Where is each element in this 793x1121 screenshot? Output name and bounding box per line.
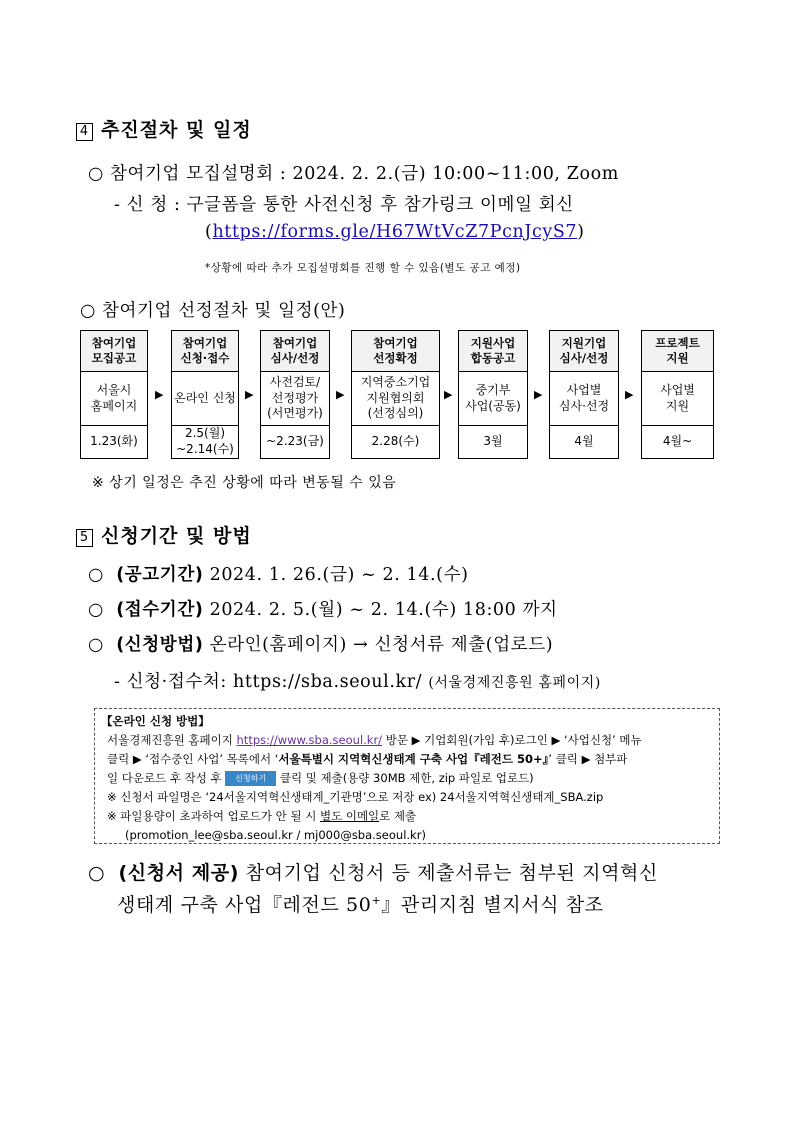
section-5-number: 5 xyxy=(76,529,93,547)
flow-arrow-icon: ▶ xyxy=(444,388,453,401)
receipt-period-value: 2024. 2. 5.(월) ~ 2. 14.(수) 18:00 까지 xyxy=(209,600,558,620)
flow-step-desc: 사업별 지원 xyxy=(641,372,714,426)
notice-period-label: (공고기간) xyxy=(116,565,204,585)
flow-arrow-icon: ▶ xyxy=(336,388,345,401)
section-4-number: 4 xyxy=(76,123,93,141)
flow-step-7 xyxy=(641,330,714,459)
section-5-heading xyxy=(76,521,252,548)
receipt-period-label: (접수기간) xyxy=(116,600,204,620)
online-box-line-6-emails: (promotion_lee@sba.seoul.kr / mj000@sba.seoul.kr) xyxy=(125,828,426,842)
flow-step-date: 3월 xyxy=(458,426,528,459)
superscript-plus: + xyxy=(371,894,382,907)
google-form-link[interactable]: https://forms.gle/H67WtVcZ7PcnJcyS7 xyxy=(212,222,578,242)
flow-step-date: 4월 xyxy=(549,426,619,459)
flow-step-date: 2.5(월) ~2.14(수) xyxy=(171,426,239,459)
l2-text-b: ’ 클릭 ▶ 첨부파 xyxy=(548,752,628,766)
flow-step-desc: 지역중소기업 지원협의회 (선정심의) xyxy=(351,372,440,426)
bullet-circle: ○ xyxy=(88,600,117,620)
flow-step-title: 지원기업 심사/선정 xyxy=(549,330,619,372)
flow-step-title: 프로젝트 지원 xyxy=(641,330,714,372)
form-provision-value-2a: 생태계 구축 사업『레전드 50 xyxy=(117,894,372,916)
flow-arrow-icon: ▶ xyxy=(534,388,543,401)
section-5-title: 신청기간 및 방법 xyxy=(101,525,252,547)
flow-step-desc: 서울시 홈페이지 xyxy=(80,372,148,426)
paren-open: ( xyxy=(205,222,213,242)
flow-step-title: 참여기업 모집공고 xyxy=(80,330,148,372)
form-provision-value-2b: 』관리지침 별지서식 참조 xyxy=(381,894,604,916)
method-value: 온라인(홈페이지) → 신청서류 제출(업로드) xyxy=(209,635,554,655)
online-box-line-1 xyxy=(101,731,713,750)
notice-period-value: 2024. 1. 26.(금) ~ 2. 14.(수) xyxy=(209,565,469,585)
flow-step-6 xyxy=(549,330,619,459)
receipt-place-line xyxy=(114,668,601,693)
l5-separate-email: 별도 이메일 xyxy=(319,809,380,823)
schedule-title: ○ 참여기업 선정절차 및 일정(안) xyxy=(80,301,346,321)
l3-text-a: 일 다운로드 후 작성 후 xyxy=(107,771,226,785)
flow-step-desc: 사전검토/ 선정평가 (서면평가) xyxy=(260,372,330,426)
l1-text-b: 방문 ▶ 기업회원(가입 후)로그인 ▶ ‘사업신청’ 메뉴 xyxy=(382,733,642,747)
form-provision-line-1 xyxy=(88,858,658,885)
paren-close: ) xyxy=(577,222,585,242)
l3-text-b: 클릭 및 제출(용량 30MB 제한, zip 파일로 업로드) xyxy=(276,771,534,785)
flow-step-date: 1.23(화) xyxy=(80,426,148,459)
flow-step-3 xyxy=(260,330,330,459)
bullet-circle: ○ xyxy=(88,862,119,884)
flow-step-5 xyxy=(458,330,528,459)
form-provision-line-2 xyxy=(117,890,604,917)
bullet-circle: ○ xyxy=(88,635,117,655)
flow-step-date: 2.28(수) xyxy=(351,426,440,459)
receipt-period-line xyxy=(88,596,558,621)
flow-step-date: 4월~ xyxy=(641,426,714,459)
apply-line: - 신 청 : 구글폼을 통한 사전신청 후 참가링크 이메일 회신 xyxy=(114,195,574,215)
receipt-place-label: - 신청·접수처: https://sba.seoul.kr/ xyxy=(114,672,423,692)
flow-step-2 xyxy=(171,330,239,459)
online-application-box xyxy=(94,708,720,844)
flow-step-title: 참여기업 심사/선정 xyxy=(260,330,330,372)
flow-step-desc: 사업별 심사·선정 xyxy=(549,372,619,426)
online-box-line-3 xyxy=(101,769,713,788)
form-provision-label: (신청서 제공) xyxy=(118,862,240,884)
flow-arrow-icon: ▶ xyxy=(155,388,164,401)
flow-arrow-icon: ▶ xyxy=(625,388,634,401)
online-box-line-4: ※ 신청서 파일명은 ‘24서울지역혁신생태계_기관명’으로 저장 ex) 24서울지역혁신생태계_SBA.zip xyxy=(107,790,604,804)
flow-step-title: 지원사업 합동공고 xyxy=(458,330,528,372)
briefing-note: *상황에 따라 추가 모집설명회를 진행 할 수 있음(별도 공고 예정) xyxy=(205,262,521,274)
method-line xyxy=(88,631,553,656)
l5-text-a: ※ 파일용량이 초과하여 업로드가 안 될 시 xyxy=(107,809,320,823)
notice-period-line xyxy=(88,561,469,586)
l2-text-a: 클릭 ▶ ‘접수중인 사업’ 목록에서 ‘ xyxy=(107,752,279,766)
online-box-line-5 xyxy=(101,807,713,826)
l5-text-b: 로 제출 xyxy=(379,809,417,823)
form-provision-value-1: 참여기업 신청서 등 제출서류는 첨부된 지역혁신 xyxy=(239,862,658,884)
flow-step-date: ~2.23(금) xyxy=(260,426,330,459)
bullet-circle: ○ xyxy=(88,565,117,585)
section-4-title: 추진절차 및 일정 xyxy=(101,119,252,141)
flow-step-4 xyxy=(351,330,440,459)
flow-step-title: 참여기업 선정확정 xyxy=(351,330,440,372)
briefing-line: ○ 참여기업 모집설명회 : 2024. 2. 2.(금) 10:00~11:00, Zoom xyxy=(88,164,619,184)
l1-text-a: 서울경제진흥원 홈페이지 xyxy=(107,733,237,747)
flow-step-desc: 온라인 신청 xyxy=(171,372,239,426)
l2-program-name: 서울특별시 지역혁신생태계 구축 사업『레전드 50+』 xyxy=(278,752,549,766)
section-4-heading xyxy=(76,115,252,142)
flow-arrow-icon: ▶ xyxy=(245,388,254,401)
apply-button[interactable]: 신청하기 xyxy=(225,771,276,786)
google-form-link-line xyxy=(205,222,585,242)
method-label: (신청방법) xyxy=(116,635,204,655)
schedule-note: ※ 상기 일정은 추진 상황에 따라 변동될 수 있음 xyxy=(92,475,397,491)
flow-step-1 xyxy=(80,330,148,459)
online-box-title: 【온라인 신청 방법】 xyxy=(101,714,210,728)
flow-step-desc: 중기부 사업(공동) xyxy=(458,372,528,426)
online-box-line-2 xyxy=(101,750,713,769)
sba-homepage-link[interactable]: https://www.sba.seoul.kr/ xyxy=(236,733,383,747)
receipt-place-note: (서울경제진흥원 홈페이지) xyxy=(428,675,601,691)
flow-step-title: 참여기업 신청·접수 xyxy=(171,330,239,372)
